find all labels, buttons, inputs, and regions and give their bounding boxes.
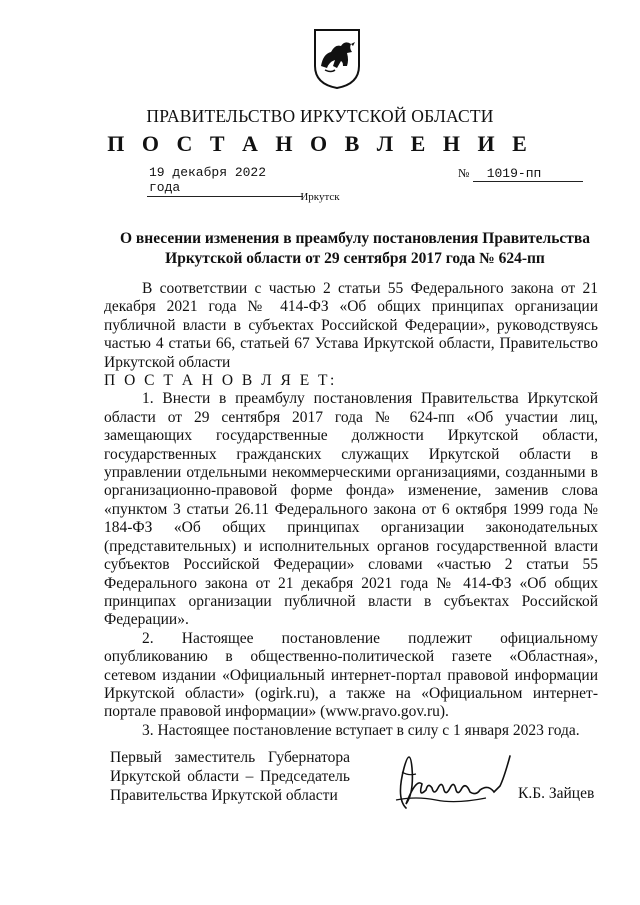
item-2: 2. Настоящее постановление подлежит официальному опубликованию в общественно-политической газете «Областная», сетевом издании «Официальный интернет-портал правовой информации Иркутской области» (ogirk.ru), а также на «Официальном интернет-портале правовой информации» (www.pravo.gov.ru).: [104, 629, 598, 721]
position-line: Правительства Иркутской области: [110, 787, 338, 804]
signatory-name: К.Б. Зайцев: [518, 785, 595, 802]
signatory-position: [110, 748, 350, 805]
preamble: В соответствии с частью 2 статьи 55 Федерального закона от 21 декабря 2021 года № 414-ФЗ «Об общих принципах организации публичной власти в субъектах Российской Федерации», руководствуясь частью 4 статьи 66, статьей 67 Устава Иркутской области, Правительство Иркутской области: [104, 280, 598, 371]
item-1: 1. Внести в преамбулу постановления Правительства Иркутской области от 29 сентября 2017 года № 624-пп «Об участии лиц, замещающих государственные должности Иркутской области, государственных гражданских служащих Иркутской области в управлении отдельными некоммерческими организациями, созданными в организационно-правовой форме фонда» изменение, заменив слова «пунктом 3 статьи 26.11 Федерального закона от 6 октября 1999 года № 184-ФЗ «Об общих принципах организации законодательных (представительных) и исполнительных органов государственной власти субъектов Российской Федерации» словами «частью 2 статьи 55 Федерального закона от 21 декабря 2021 года № 414-ФЗ «Об общих принципах организации публичной власти в субъектах Российской Федерации».: [104, 390, 598, 629]
document-type: П О С Т А Н О В Л Е Н И Е: [107, 131, 533, 156]
document-number: 1019-пп: [473, 166, 583, 182]
government-name: ПРАВИТЕЛЬСТВО ИРКУТСКОЙ ОБЛАСТИ: [146, 106, 494, 126]
document-date: 19 декабря 2022 года: [147, 165, 303, 197]
resolves-heading: П О С Т А Н О В Л Я Е Т:: [104, 372, 337, 390]
position-line: Первый заместитель Губернатора: [110, 749, 350, 766]
number-sign: №: [458, 166, 470, 180]
item-3: 3. Настоящее постановление вступает в силу с 1 января 2023 года.: [142, 721, 580, 739]
document-number-field: [458, 165, 583, 182]
coat-of-arms-icon: [311, 26, 363, 90]
document-title: О внесении изменения в преамбулу постановления Правительства Иркутской области от 29 сентября 2017 года № 624-пп: [119, 230, 591, 267]
position-line: Иркутской области – Председатель: [110, 768, 350, 785]
city: Иркутск: [300, 191, 340, 203]
document-body: [104, 280, 598, 740]
handwritten-signature: [376, 738, 526, 818]
